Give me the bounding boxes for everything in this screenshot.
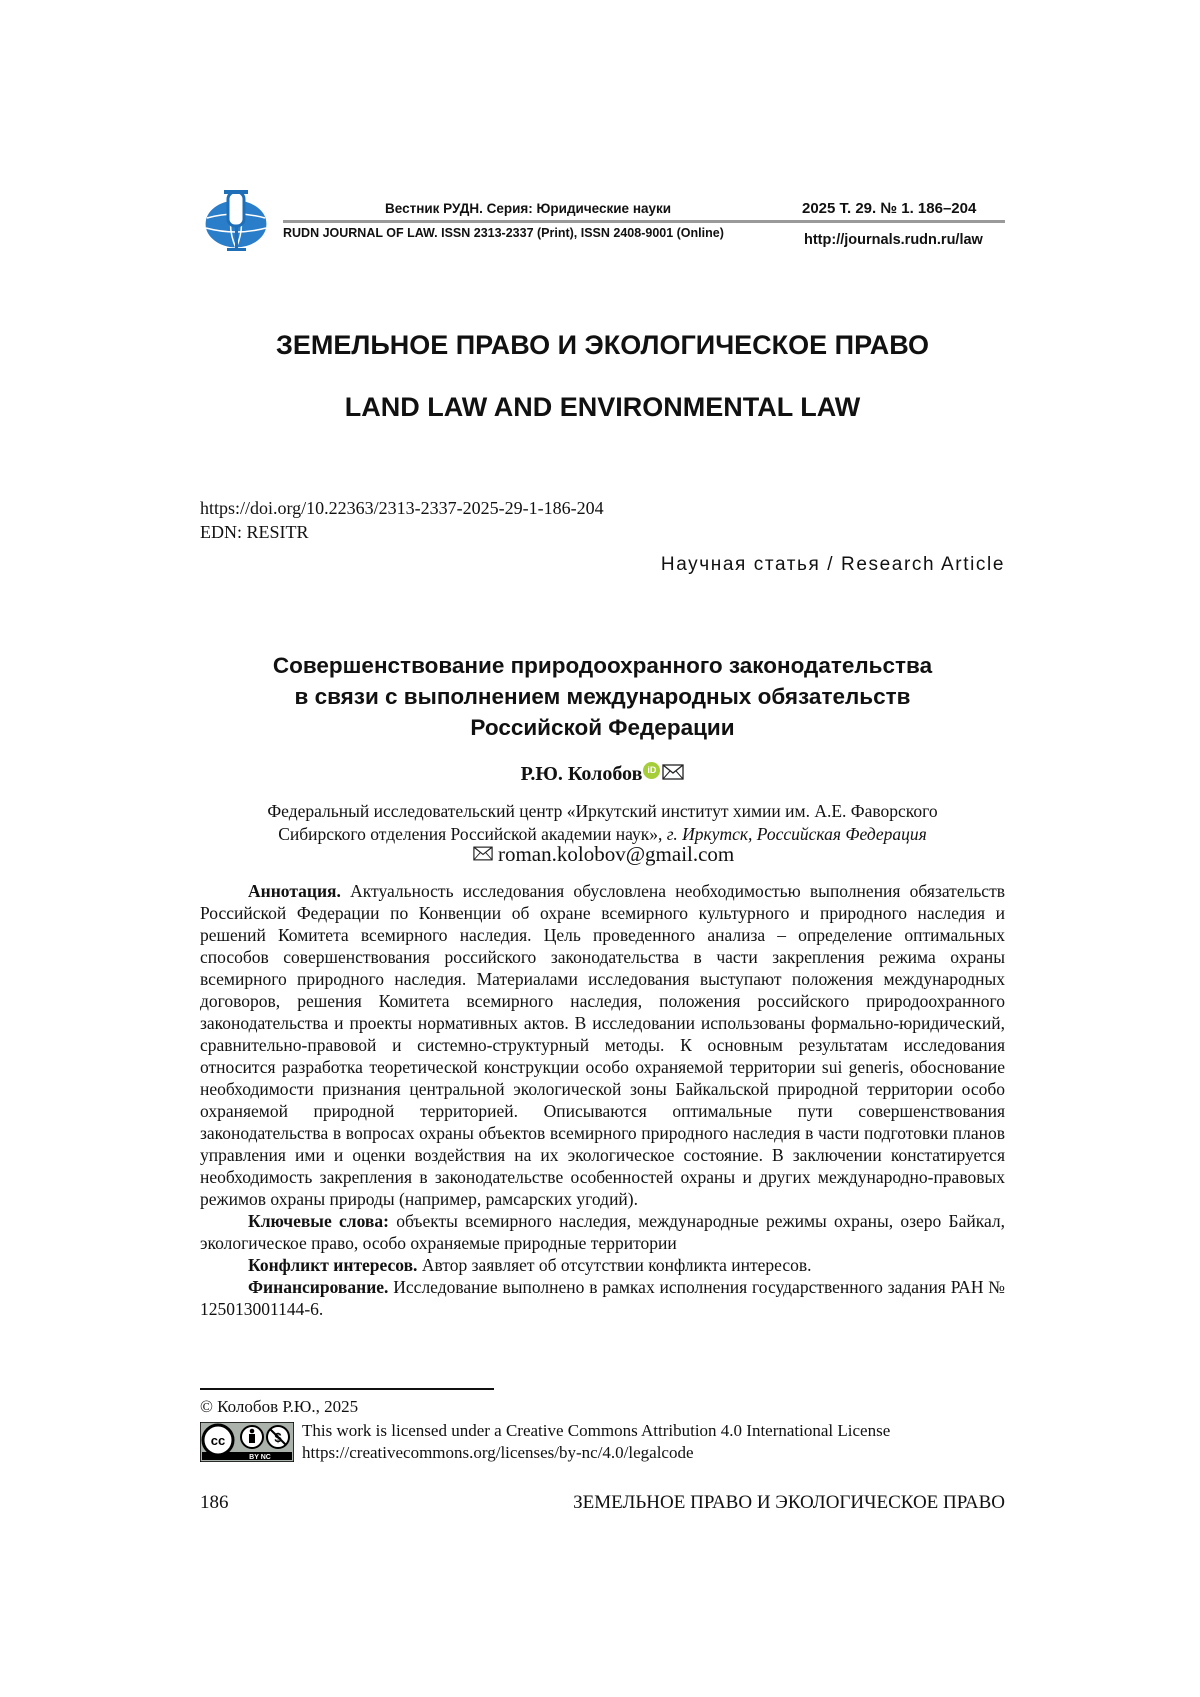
affiliation	[200, 800, 1005, 846]
header-rule	[283, 220, 1005, 223]
abstract	[200, 880, 1005, 1210]
author-name: Р.Ю. Колобов	[521, 763, 643, 785]
keywords-label: Ключевые слова:	[248, 1211, 389, 1231]
journal-title-en: RUDN JOURNAL OF LAW. ISSN 2313-2337 (Print), ISSN 2408-9001 (Online)	[283, 226, 724, 240]
journal-title-ru: Вестник РУДН. Серия: Юридические науки	[385, 201, 671, 216]
envelope-icon[interactable]	[662, 764, 684, 780]
funding-label: Финансирование.	[248, 1277, 388, 1297]
section-heading-ru: ЗЕМЕЛЬНОЕ ПРАВО И ЭКОЛОГИЧЕСКОЕ ПРАВО	[200, 330, 1005, 361]
abstract-label: Аннотация.	[248, 881, 341, 901]
email-address[interactable]: roman.kolobov@gmail.com	[498, 842, 734, 866]
author-email	[200, 842, 1005, 867]
copyright: © Колобов Р.Ю., 2025	[200, 1397, 358, 1417]
rudn-logo	[203, 190, 273, 252]
author-line	[200, 762, 1005, 786]
abstract-block	[200, 880, 1005, 1320]
envelope-icon	[473, 846, 493, 861]
section-heading-en: LAND LAW AND ENVIRONMENTAL LAW	[200, 392, 1005, 423]
license-url[interactable]: https://creativecommons.org/licenses/by-nc/4.0/legalcode	[302, 1442, 890, 1464]
running-section-title: ЗЕМЕЛЬНОЕ ПРАВО И ЭКОЛОГИЧЕСКОЕ ПРАВО	[573, 1492, 1005, 1514]
journal-volume: 2025 Т. 29. № 1. 186–204	[802, 200, 976, 217]
svg-text:cc: cc	[211, 1433, 225, 1448]
journal-url[interactable]: http://journals.rudn.ru/law	[804, 232, 983, 248]
abstract-text: Актуальность исследования обусловлена необходимостью выполнения обязательств Российской Федерации по Конвенции об охране всемирного культурного и природного наследия и решений Комитета всемирного наследия. Цель проведенного анализа – определение оптимальных способов совершенствования российского законодательства в части закрепления режима охраны всемирного природного наследия. Материалами исследования выступают положения международных договоров, решения Комитета всемирного наследия, положения российского природоохранного законодательства и проекты нормативных актов. В исследовании использованы формально-юридический, сравнительно-правовой и системно-структурный методы. К основным результатам исследования относится разработка теоретической конструкции особо охраняемой территории sui generis, обоснование необходимости признания центральной экологической зоны Байкальской природной территории особо охраняемой природной территорией. Описываются оптимальные пути совершенствования законодательства в вопросах охраны объектов всемирного природного наследия в части подготовки планов управления ими и оценки воздействия на их экологическое состояние. В заключении констатируется необходимость закрепления в законодательстве особенностей охраны и других международно-правовых режимов охраны природы (например, рамсарских угодий).	[200, 881, 1005, 1209]
license-statement: This work is licensed under a Creative Commons Attribution 4.0 International License	[302, 1420, 890, 1442]
doi-link[interactable]: https://doi.org/10.22363/2313-2337-2025-29-1-186-204	[200, 496, 604, 520]
keywords-text: объекты всемирного наследия, международные режимы охраны, озеро Байкал, экологическое право, особо охраняемые природные территории	[200, 1211, 1005, 1253]
cc-by-nc-badge[interactable]	[200, 1422, 294, 1462]
license-text	[302, 1420, 890, 1464]
funding	[200, 1276, 1005, 1320]
funding-text: Исследование выполнено в рамках исполнения государственного задания РАН № 125013001144-6.	[200, 1277, 1005, 1319]
title-line: в связи с выполнением международных обязательств	[200, 681, 1005, 712]
article-type: Научная статья / Research Article	[661, 554, 1005, 576]
conflict-label: Конфликт интересов.	[248, 1255, 417, 1275]
article-title	[200, 650, 1005, 743]
edn: EDN: RESITR	[200, 520, 604, 544]
conflict-text: Автор заявляет об отсутствии конфликта интересов.	[422, 1255, 812, 1275]
orcid-icon[interactable]: iD	[643, 762, 660, 779]
title-line: Российской Федерации	[200, 712, 1005, 743]
affiliation-city: г. Иркутск, Российская Федерация	[667, 824, 927, 844]
affiliation-org: Сибирского отделения Российской академии наук»,	[278, 824, 667, 844]
identifiers	[200, 496, 604, 544]
keywords	[200, 1210, 1005, 1254]
title-line: Совершенствование природоохранного законодательства	[200, 650, 1005, 681]
cc-badge-text: BY NC	[249, 1454, 271, 1461]
affiliation-line: Федеральный исследовательский центр «Иркутский институт химии им. А.Е. Фаворского	[200, 800, 1005, 823]
page-number: 186	[200, 1492, 229, 1514]
conflict-of-interest	[200, 1254, 1005, 1276]
footnote-rule	[200, 1388, 494, 1390]
